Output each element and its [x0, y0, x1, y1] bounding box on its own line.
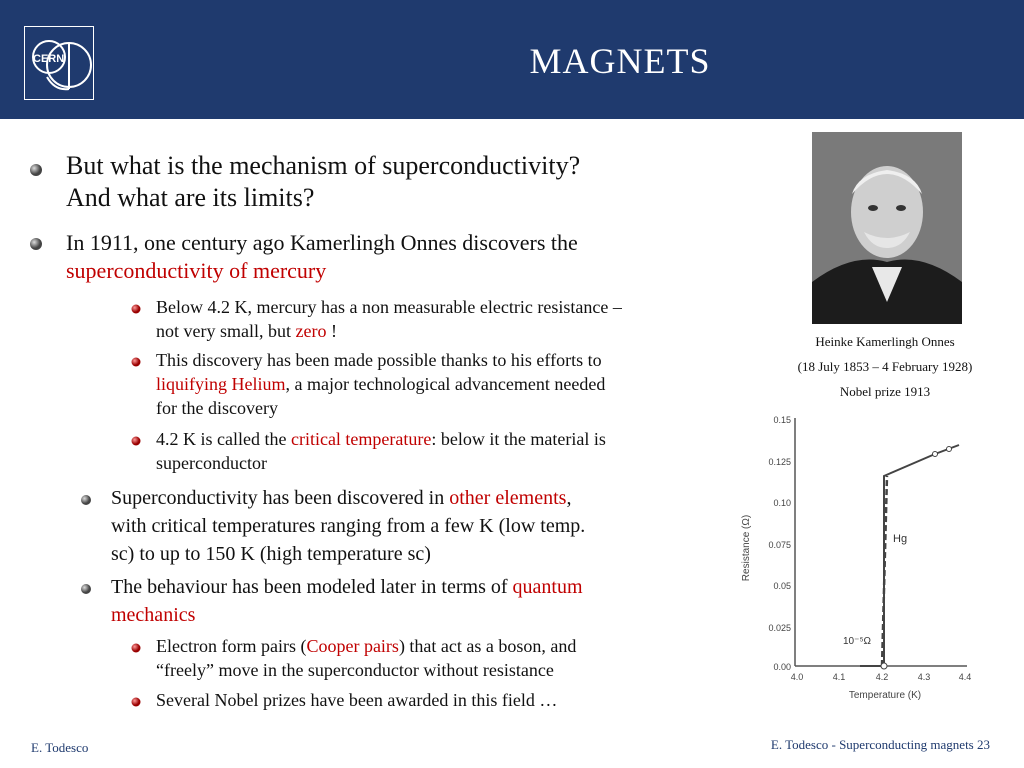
resistance-graph-svg: [735, 408, 975, 708]
bullet-text: ) that act as a boson, and: [398, 636, 577, 656]
bullet-text: Superconductivity has been discovered in: [111, 487, 450, 509]
sub-bullet-cooper-pairs: [156, 634, 576, 682]
page-title: MAGNETS: [529, 41, 711, 81]
cern-logo: [24, 26, 94, 100]
bullet-text-line: And what are its limits?: [66, 183, 315, 212]
x-tick-label: 4.3: [917, 672, 931, 682]
graph-y-label: Resistance (Ω): [741, 514, 752, 582]
bullet-mechanism: [66, 150, 580, 214]
bullet-text-highlight: Cooper pairs: [306, 636, 399, 656]
bullet-red-icon: [131, 357, 141, 367]
portrait-icon: [812, 132, 962, 324]
sub-bullet-resistance: [156, 295, 622, 343]
resistance-graph: [735, 408, 975, 708]
y-tick-label: 0.05: [773, 581, 791, 591]
x-tick-label: 4.2: [875, 672, 889, 682]
bullet-text: Electron form pairs (: [156, 636, 307, 656]
footer-page-info: E. Todesco - Superconducting magnets 23: [770, 737, 990, 752]
bullet-text-line: Several Nobel prizes have been awarded in this field …: [156, 690, 558, 710]
bullet-gray-icon: [29, 163, 43, 177]
y-tick-label: 0.00: [773, 662, 791, 672]
bullet-other-elements: [111, 484, 731, 568]
x-tick-label: 4.1: [832, 672, 846, 682]
graph-point: [881, 663, 887, 669]
photo-caption-dates: (18 July 1853 – 4 February 1928): [797, 359, 973, 374]
bullet-text-highlight: other elements: [449, 487, 567, 509]
bullet-text: 4.2 K is called the: [156, 429, 291, 449]
bullet-text-line: Below 4.2 K, mercury has a non measurable electric resistance –: [156, 297, 622, 317]
bullet-text-line: But what is the mechanism of superconductivity?: [66, 151, 581, 180]
slide-header: [0, 0, 1024, 119]
bullet-red-icon: [131, 304, 141, 314]
bullet-text: not very small, but: [156, 321, 296, 341]
bullet-text-highlight: mechanics: [111, 604, 196, 626]
bullet-text: ,: [566, 487, 572, 509]
bullet-text-line: for the discovery: [156, 398, 278, 418]
sub-bullet-critical-temperature: [156, 427, 726, 475]
portrait-photo: [812, 132, 962, 324]
y-tick-label: 0.075: [768, 540, 791, 550]
x-tick-label: 4.4: [958, 672, 972, 682]
bullet-red-icon: [131, 643, 141, 653]
bullet-text: The behaviour has been modeled later in terms of: [111, 576, 513, 598]
y-tick-label: 0.15: [773, 415, 791, 425]
bullet-red-icon: [131, 697, 141, 707]
bullet-text-line: with critical temperatures ranging from a few K (low temp.: [111, 515, 586, 537]
bullet-quantum: [111, 573, 583, 629]
y-tick-label: 0.10: [773, 498, 791, 508]
photo-caption-name: Heinke Kamerlingh Onnes: [815, 334, 955, 349]
y-tick-label: 0.025: [768, 623, 791, 633]
graph-curve-upper: [884, 445, 959, 666]
bullet-text-line: sc) to up to 150 K (high temperature sc): [111, 543, 431, 565]
logo-text: CERN: [33, 53, 65, 65]
bullet-text-line: In 1911, one century ago Kamerlingh Onnes discovers the: [66, 230, 578, 255]
footer-author: E. Todesco: [31, 740, 89, 755]
bullet-discovery: [66, 229, 578, 285]
cern-logo-icon: [25, 27, 93, 99]
bullet-text-highlight: zero: [295, 321, 327, 341]
bullet-text-highlight: quantum: [512, 576, 583, 598]
sub-bullet-nobel: [156, 688, 557, 712]
bullet-text-highlight: critical temperature: [290, 429, 432, 449]
bullet-text-highlight: liquifying Helium: [156, 374, 286, 394]
graph-x-label: Temperature (K): [848, 690, 922, 701]
bullet-text: , a major technological advancement needed: [285, 374, 606, 394]
bullet-text-highlight: superconductivity of mercury: [66, 258, 327, 283]
bullet-text-line: This discovery has been made possible thanks to his efforts to: [156, 350, 602, 370]
sub-bullet-helium: [156, 348, 605, 420]
x-tick-label: 4.0: [790, 672, 804, 682]
bullet-red-icon: [131, 436, 141, 446]
bullet-gray-icon: [80, 494, 92, 506]
bullet-text: : below it the material is: [431, 429, 606, 449]
graph-series-label: Hg: [893, 533, 908, 545]
bullet-text: !: [326, 321, 337, 341]
y-tick-label: 0.125: [768, 457, 791, 467]
bullet-text-line: “freely” move in the superconductor without resistance: [156, 660, 554, 680]
graph-point: [947, 447, 952, 452]
graph-point: [933, 452, 938, 457]
bullet-text-line: superconductor: [156, 453, 267, 473]
photo-caption-prize: Nobel prize 1913: [839, 384, 931, 399]
bullet-gray-icon: [80, 583, 92, 595]
bullet-gray-icon: [29, 237, 43, 251]
graph-annotation: 10⁻⁵Ω: [843, 636, 872, 647]
